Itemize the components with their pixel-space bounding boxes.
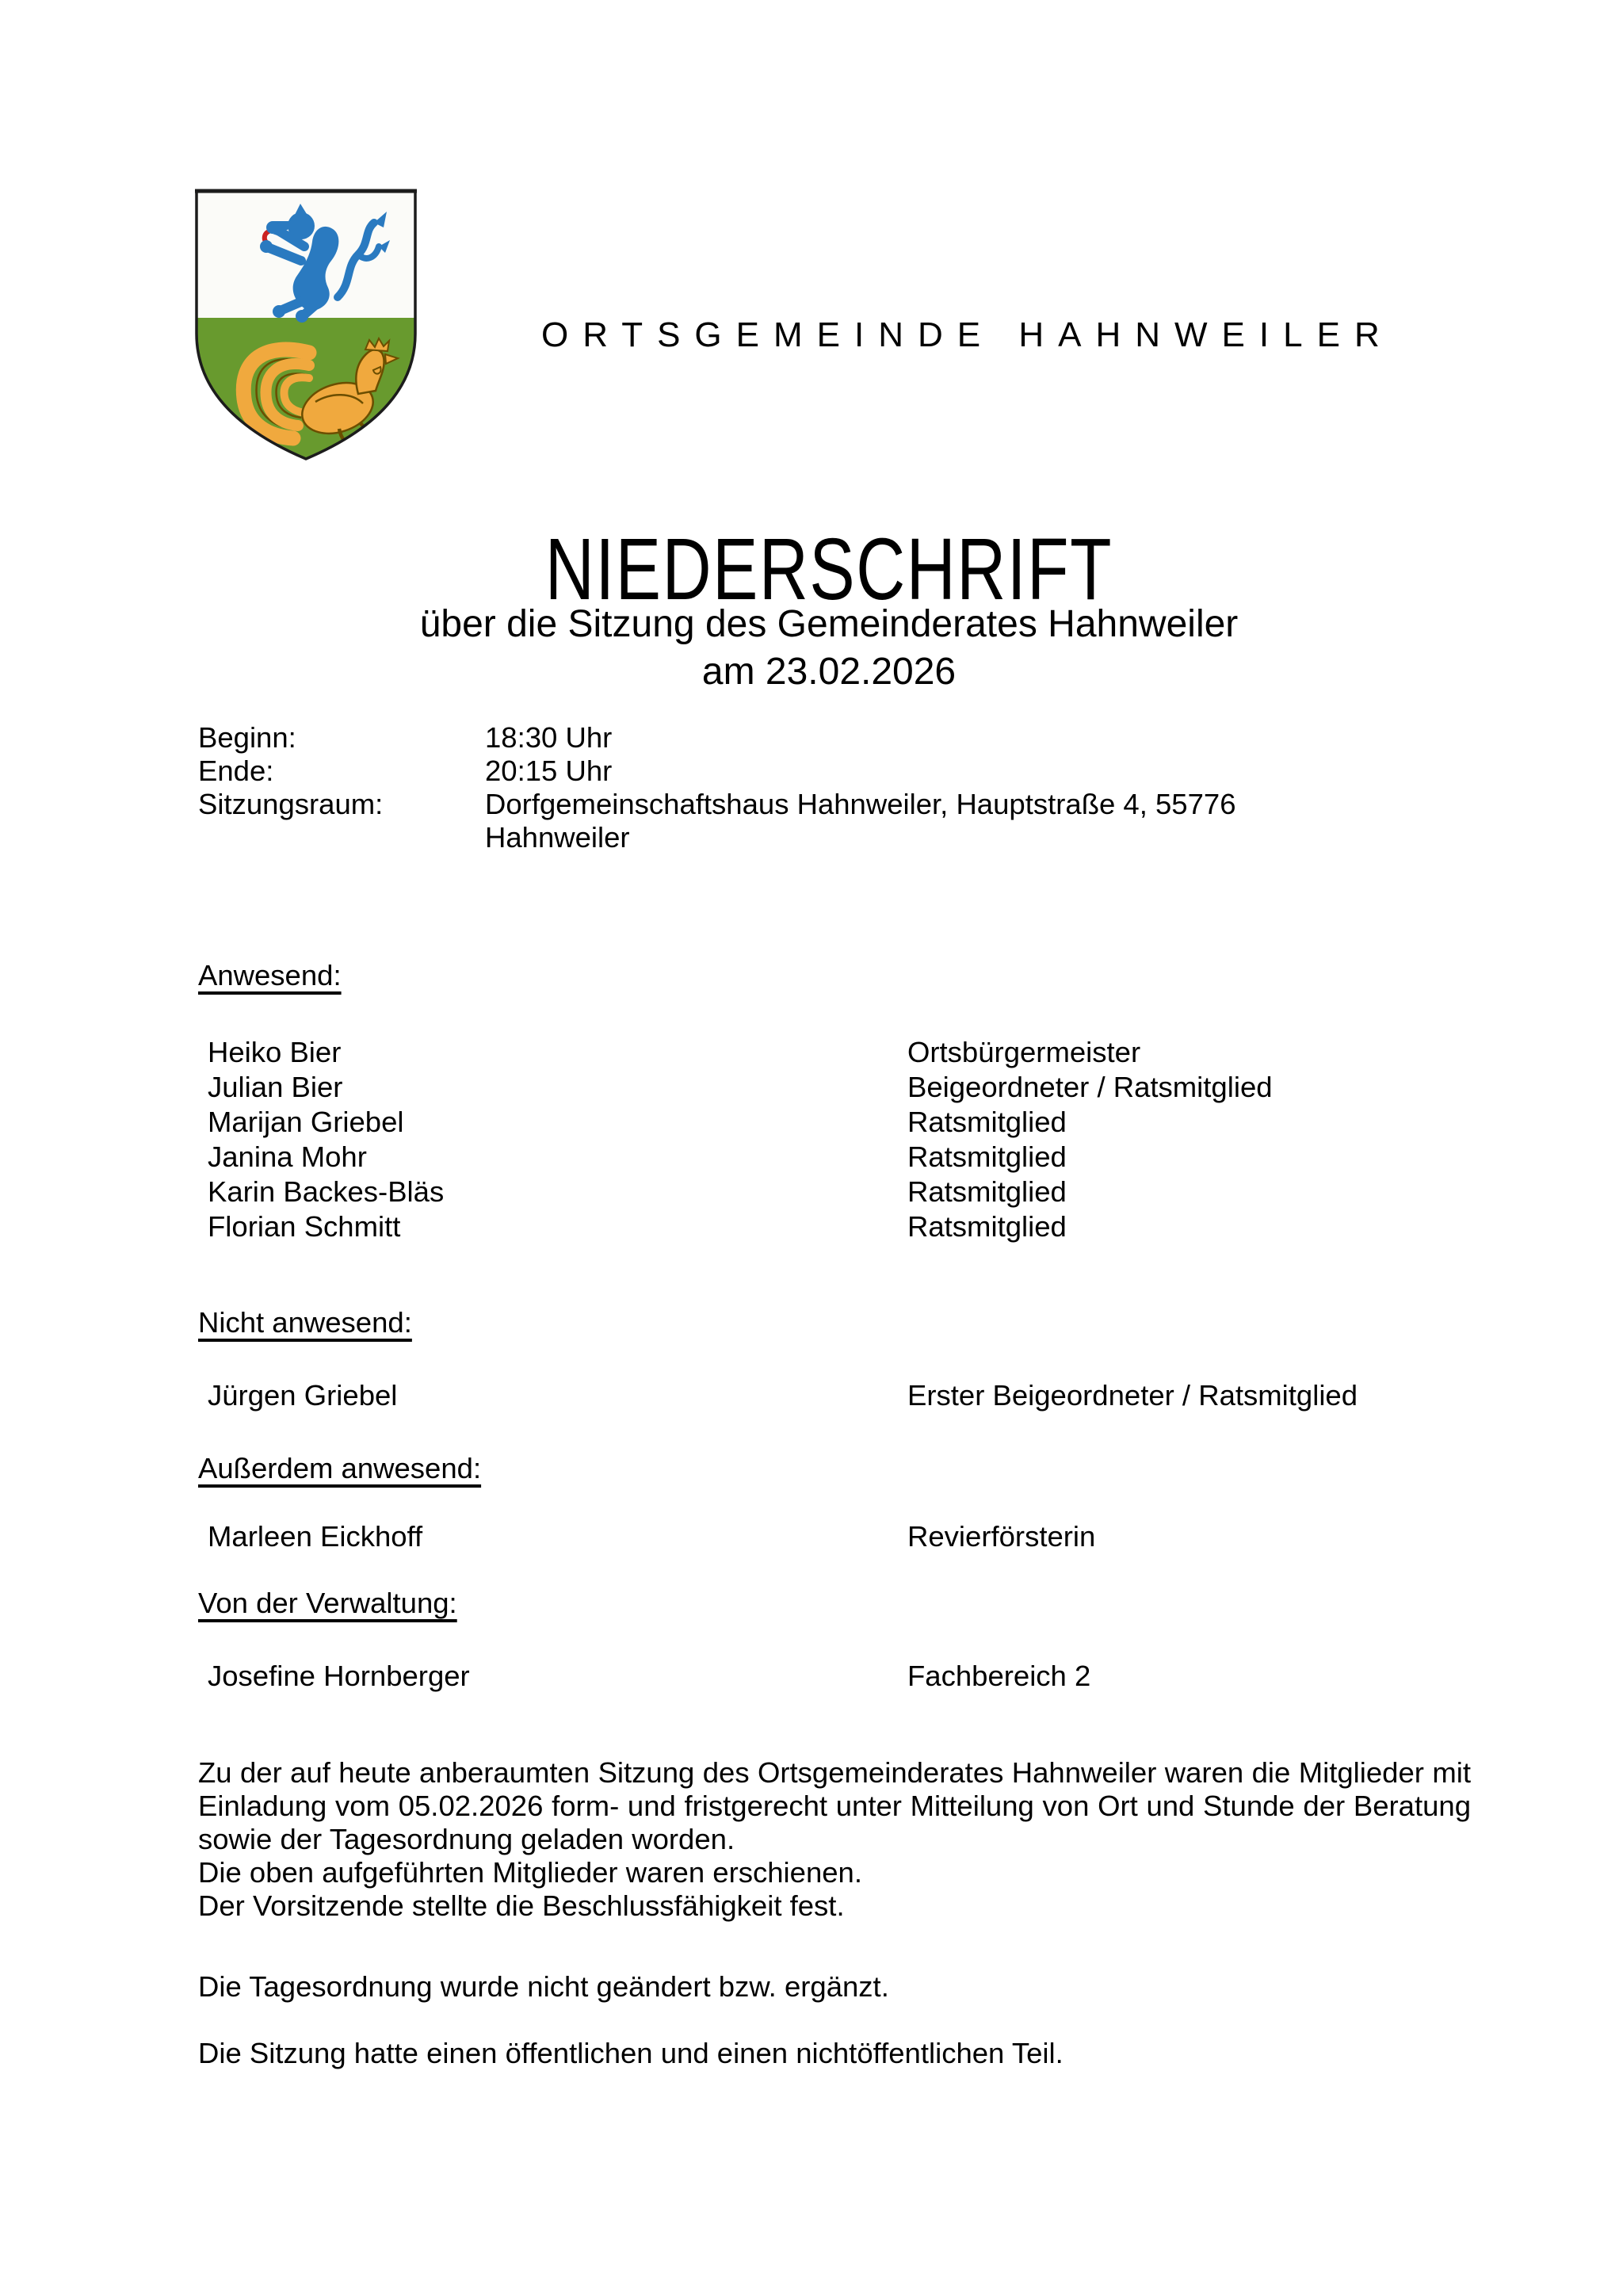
meeting-details	[198, 721, 1471, 854]
paragraph-session-parts: Die Sitzung hatte einen öffentlichen und einen nichtöffentlichen Teil.	[198, 2037, 1064, 2069]
document-subtitle: über die Sitzung des Gemeinderates Hahnweiler	[419, 603, 1239, 645]
attendee-role: Ortsbürgermeister	[907, 1036, 1141, 1068]
attendee-name: Marleen Eickhoff	[208, 1520, 423, 1553]
detail-label: Sitzungsraum:	[198, 788, 384, 820]
attendee-name: Heiko Bier	[208, 1036, 342, 1068]
detail-value-line: Hahnweiler	[485, 821, 630, 854]
attendee-name: Jürgen Griebel	[208, 1379, 398, 1412]
attendee-list-ausserdem-anwesend	[198, 1520, 1471, 1553]
paragraph-agenda: Die Tagesordnung wurde nicht geändert bzw. ergänzt.	[198, 1970, 889, 2003]
attendee-role: Ratsmitglied	[907, 1140, 1067, 1173]
attendee-role: Ratsmitglied	[907, 1106, 1067, 1138]
section-heading-von-der-verwaltung: Von der Verwaltung:	[198, 1587, 457, 1619]
attendee-row	[198, 1209, 1471, 1244]
detail-value: 20:15 Uhr	[485, 755, 613, 787]
attendee-role: Ratsmitglied	[907, 1210, 1067, 1243]
detail-value	[485, 788, 1471, 854]
attendee-row	[198, 1035, 1471, 1070]
attendee-row	[198, 1105, 1471, 1140]
municipality-header: ORTSGEMEINDE HAHNWEILER	[541, 315, 1394, 354]
attendee-name: Julian Bier	[208, 1071, 343, 1103]
attendee-name: Josefine Hornberger	[208, 1660, 470, 1692]
section-heading-anwesend: Anwesend:	[198, 959, 342, 991]
attendee-name: Janina Mohr	[208, 1140, 367, 1173]
attendee-row	[198, 1070, 1471, 1105]
paragraph-members-appeared: Die oben aufgeführten Mitglieder waren erschienen.	[198, 1856, 862, 1889]
attendee-name: Karin Backes-Bläs	[208, 1175, 445, 1208]
attendee-row	[198, 1379, 1471, 1412]
attendee-role: Ratsmitglied	[907, 1175, 1067, 1208]
attendee-row	[198, 1140, 1471, 1175]
hahnweiler-shield-icon	[190, 185, 422, 464]
document-title: NIEDERSCHRIFT	[544, 521, 1113, 618]
detail-value-line: Dorfgemeinschaftshaus Hahnweiler, Hauptstraße 4, 55776	[485, 788, 1236, 820]
attendee-list-von-der-verwaltung	[198, 1660, 1471, 1693]
paragraph-quorum: Der Vorsitzende stellte die Beschlussfähigkeit fest.	[198, 1889, 845, 1922]
detail-label: Beginn:	[198, 721, 296, 754]
detail-label: Ende:	[198, 755, 274, 787]
paragraph-invitation: Zu der auf heute anberaumten Sitzung des Ortsgemeinderates Hahnweiler waren die Mitglieder mit Einladung vom 05.02.2026 form- und fristgerecht unter Mitteilung von Ort und Stunde der Beratung sowie der Tagesordnung geladen worden.	[198, 1756, 1471, 1855]
attendee-role: Fachbereich 2	[907, 1660, 1091, 1692]
attendee-list-nicht-anwesend	[198, 1379, 1471, 1412]
section-heading-ausserdem-anwesend: Außerdem anwesend:	[198, 1452, 482, 1484]
attendee-name: Florian Schmitt	[208, 1210, 401, 1243]
attendee-row	[198, 1520, 1471, 1553]
attendee-role: Beigeordneter / Ratsmitglied	[907, 1071, 1273, 1103]
document-date: am 23.02.2026	[701, 651, 957, 693]
detail-row-ende	[198, 755, 1471, 788]
coat-of-arms-icon	[190, 185, 422, 464]
attendee-row	[198, 1660, 1471, 1693]
attendee-row	[198, 1175, 1471, 1209]
detail-row-beginn	[198, 721, 1471, 755]
detail-row-sitzungsraum	[198, 788, 1471, 854]
attendee-list-anwesend	[198, 1035, 1471, 1244]
detail-value: 18:30 Uhr	[485, 721, 613, 754]
attendee-name: Marijan Griebel	[208, 1106, 404, 1138]
attendee-role: Erster Beigeordneter / Ratsmitglied	[907, 1379, 1358, 1412]
section-heading-nicht-anwesend: Nicht anwesend:	[198, 1306, 412, 1339]
body-text	[198, 1756, 1471, 2070]
attendee-role: Revierförsterin	[907, 1520, 1096, 1553]
